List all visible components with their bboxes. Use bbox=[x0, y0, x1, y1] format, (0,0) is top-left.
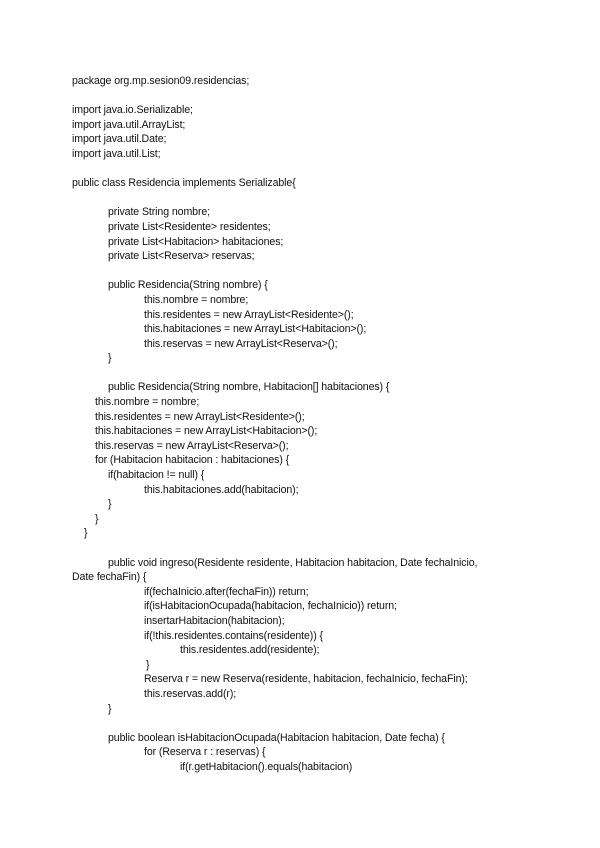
code-line: this.reservas.add(r); bbox=[144, 687, 237, 700]
code-line: this.residentes = new ArrayList<Residente>(); bbox=[95, 410, 305, 423]
blank-line bbox=[72, 162, 592, 177]
code-line: if(isHabitacionOcupada(habitacion, fechaInicio)) return; bbox=[144, 600, 397, 613]
code-line: public Residencia(String nombre) { bbox=[108, 279, 268, 292]
code-line: } bbox=[95, 512, 99, 525]
blank-line bbox=[72, 541, 592, 556]
code-line: if(r.getHabitacion().equals(habitacion) bbox=[180, 760, 353, 773]
code-line: } bbox=[146, 658, 150, 671]
blank-line bbox=[72, 716, 592, 731]
code-line: if(fechaInicio.after(fechaFin)) return; bbox=[144, 585, 309, 598]
code-line: import java.util.Date; bbox=[72, 133, 167, 146]
code-line: if(!this.residentes.contains(residente)) { bbox=[144, 629, 323, 642]
code-line: Date fechaFin) { bbox=[72, 571, 147, 584]
code-line: this.reservas = new ArrayList<Reserva>(); bbox=[144, 337, 338, 350]
code-line: private List<Residente> residentes; bbox=[108, 220, 271, 233]
code-line: import java.util.List; bbox=[72, 147, 161, 160]
code-line: this.habitaciones.add(habitacion); bbox=[144, 483, 299, 496]
code-line: this.residentes.add(residente); bbox=[180, 644, 320, 657]
code-line: this.nombre = nombre; bbox=[144, 293, 249, 306]
code-line: } bbox=[84, 527, 88, 540]
code-line: this.habitaciones = new ArrayList<Habitacion>(); bbox=[95, 425, 318, 438]
code-line: this.nombre = nombre; bbox=[95, 396, 200, 409]
code-line: Reserva r = new Reserva(residente, habitacion, fechaInicio, fechaFin); bbox=[144, 673, 468, 686]
code-line: } bbox=[108, 702, 112, 715]
code-line: public void ingreso(Residente residente, Habitacion habitacion, Date fechaInicio, bbox=[108, 556, 478, 569]
blank-line bbox=[72, 366, 592, 381]
code-line: this.habitaciones = new ArrayList<Habitacion>(); bbox=[144, 323, 367, 336]
code-line: public boolean isHabitacionOcupada(Habitacion habitacion, Date fecha) { bbox=[108, 731, 445, 744]
blank-line bbox=[72, 264, 592, 279]
blank-line bbox=[72, 191, 592, 206]
code-line: for (Reserva r : reservas) { bbox=[144, 746, 266, 759]
code-line: } bbox=[108, 352, 112, 365]
code-line: private List<Habitacion> habitaciones; bbox=[108, 235, 284, 248]
code-line: import java.util.ArrayList; bbox=[72, 118, 186, 131]
code-line: private String nombre; bbox=[108, 206, 211, 219]
code-line: package org.mp.sesion09.residencias; bbox=[72, 75, 250, 87]
code-line: } bbox=[108, 498, 112, 511]
code-line: this.reservas = new ArrayList<Reserva>(); bbox=[95, 439, 289, 452]
code-line: public class Residencia implements Serializable{ bbox=[72, 177, 296, 190]
code-line: private List<Reserva> reservas; bbox=[108, 250, 255, 263]
code-line: import java.io.Serializable; bbox=[72, 104, 193, 117]
code-line: for (Habitacion habitacion : habitaciones) { bbox=[95, 454, 290, 467]
code-line: public Residencia(String nombre, Habitacion[] habitaciones) { bbox=[108, 381, 390, 394]
code-listing bbox=[72, 74, 592, 775]
code-line: insertarHabitacion(habitacion); bbox=[144, 614, 285, 627]
code-line: if(habitacion != null) { bbox=[108, 469, 205, 482]
code-line: this.residentes = new ArrayList<Residente>(); bbox=[144, 308, 354, 321]
blank-line bbox=[72, 89, 592, 104]
